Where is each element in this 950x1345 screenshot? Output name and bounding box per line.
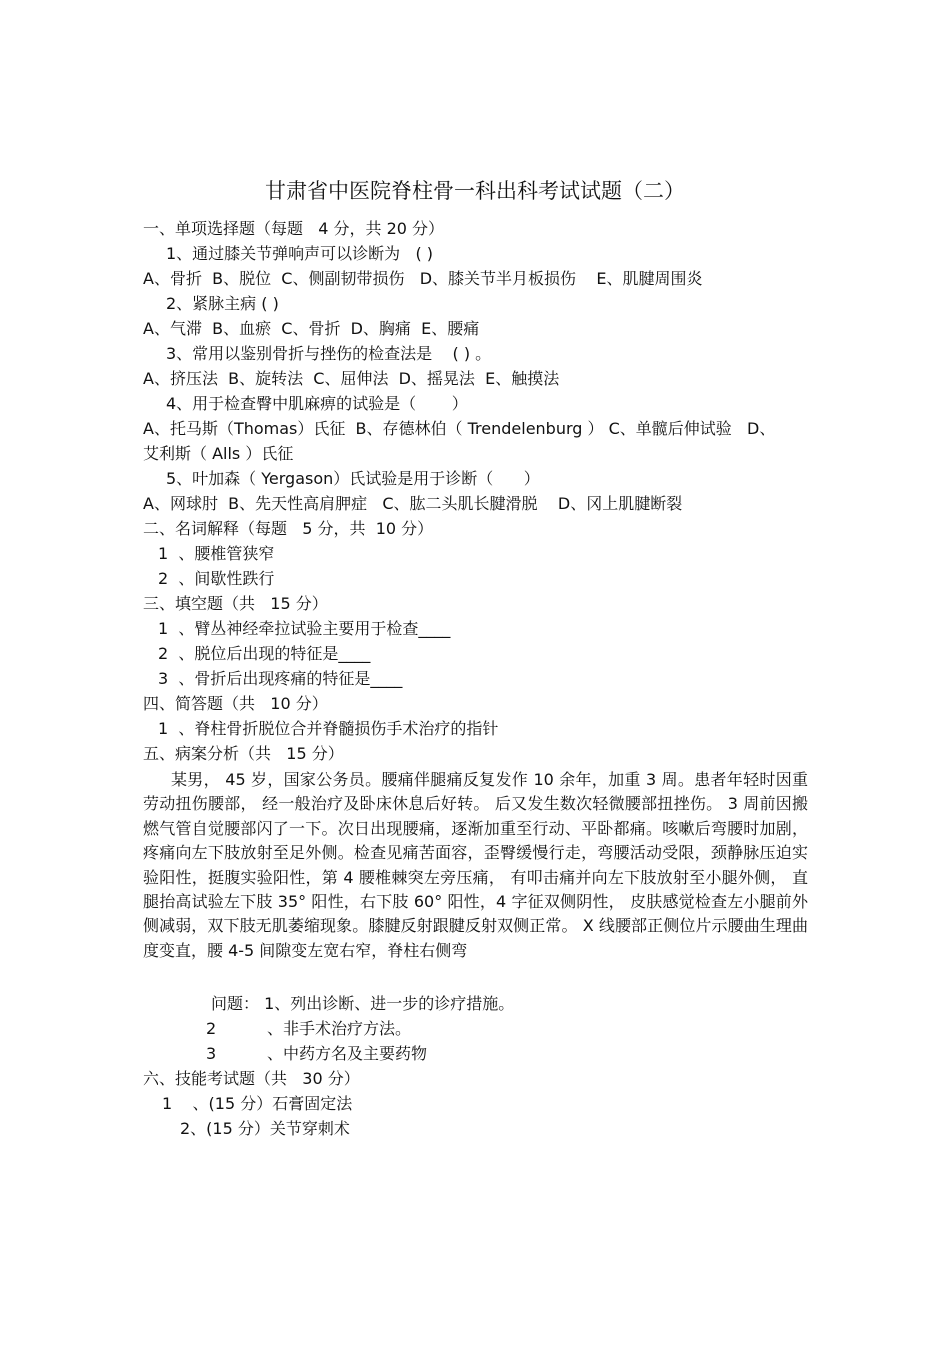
question-4-options-line-2: 艾利斯（ Alls ）氏征 <box>143 444 294 463</box>
skill-item-2: 2、(15 分）关节穿刺术 <box>180 1119 350 1138</box>
fill-item-1: 1 、臂丛神经牵拉试验主要用于检查____ <box>158 619 451 638</box>
question-5-options: A、网球肘 B、先天性高肩胛症 C、肱二头肌长腱滑脱 D、冈上肌腱断裂 <box>143 494 683 513</box>
term-item-2: 2 、间歇性跌行 <box>158 569 275 588</box>
skill-item-1: 1 、(15 分）石膏固定法 <box>162 1094 353 1113</box>
question-4: 4、用于检查臀中肌麻痹的试验是（ ） <box>166 394 468 413</box>
question-3: 3、常用以鉴别骨折与挫伤的检查法是 ( ) 。 <box>166 344 492 363</box>
section-6-heading: 六、技能考试题（共 30 分） <box>143 1069 360 1088</box>
case-description: 某男， 45 岁，国家公务员。腰痛伴腿痛反复发作 10 余年，加重 3 周。患者年轻时因重劳动扭伤腰部， 经一般治疗及卧床休息后好转。 后又发生数次轻微腰部扭挫伤。 3 周前因搬燃气管自觉腰部闪了一下。次日出现腰痛，逐渐加重至行动、平卧都痛。咳嗽后弯腰时加剧，疼痛向左下肢放射至足外侧。检查见痛苦面容，歪臀缓慢行走，弯腰活动受限，颈静脉压迫实验阳性，挺腹实验阳性，第 4 腰椎棘突左旁压痛， 有叩击痛并向左下肢放射至小腿外侧， 直腿抬高试验左下肢 35° 阳性，右下肢 60° 阳性，4 字征双侧阴性， 皮肤感觉检查左小腿前外侧减弱，双下肢无肌萎缩现象。膝腱反射跟腱反射双侧正常。 X 线腰部正侧位片示腰曲生理曲度变直，腰 4-5 间隙变左宽右窄，脊柱右侧弯 <box>143 770 808 960</box>
case-question-1: 问题： 1、列出诊断、进一步的诊疗措施。 <box>211 994 515 1013</box>
section-2-heading: 二、名词解释（每题 5 分，共 10 分） <box>143 519 434 538</box>
document-title: 甘肃省中医院脊柱骨一科出科考试试题（二） <box>265 179 685 203</box>
term-item-1: 1 、腰椎管狭窄 <box>158 544 275 563</box>
section-4-heading: 四、简答题（共 10 分） <box>143 694 328 713</box>
case-question-3: 3 、中药方名及主要药物 <box>206 1044 428 1063</box>
fill-item-2: 2 、脱位后出现的特征是____ <box>158 644 371 663</box>
question-2: 2、紧脉主病 ( ) <box>166 294 279 313</box>
section-1-heading: 一、单项选择题（每题 4 分，共 20 分） <box>143 219 445 238</box>
section-5-heading: 五、病案分析（共 15 分） <box>143 744 344 763</box>
question-5: 5、叶加森（ Yergason）氏试验是用于诊断（ ） <box>166 469 540 488</box>
section-3-heading: 三、填空题（共 15 分） <box>143 594 328 613</box>
question-2-options: A、气滞 B、血瘀 C、骨折 D、胸痛 E、腰痛 <box>143 319 480 338</box>
fill-item-3: 3 、骨折后出现疼痛的特征是____ <box>158 669 403 688</box>
short-answer-item-1: 1 、脊柱骨折脱位合并脊髓损伤手术治疗的指针 <box>158 719 499 738</box>
case-question-2: 2 、非手术治疗方法。 <box>206 1019 412 1038</box>
question-4-options-line-1: A、托马斯（Thomas）氏征 B、存德林伯（ Trendelenburg ） C、单髋后伸试验 D、 <box>143 419 776 438</box>
question-3-options: A、挤压法 B、旋转法 C、屈伸法 D、摇晃法 E、触摸法 <box>143 369 560 388</box>
question-1: 1、通过膝关节弹响声可以诊断为 ( ) <box>166 244 434 263</box>
question-1-options: A、骨折 B、脱位 C、侧副韧带损伤 D、膝关节半月板损伤 E、肌腱周围炎 <box>143 269 703 288</box>
